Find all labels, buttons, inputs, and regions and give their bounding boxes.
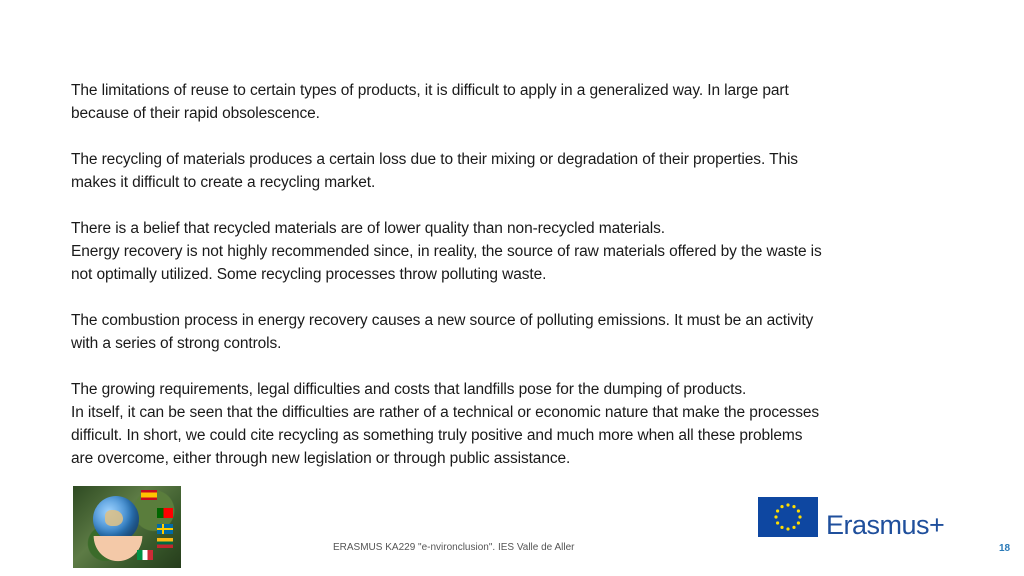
- paragraph-line: not optimally utilized. Some recycling processes throw polluting waste.: [71, 266, 547, 283]
- lithuania-flag-icon: [157, 538, 173, 548]
- eu-flag-icon: [758, 497, 818, 537]
- paragraph-line: are overcome, either through new legislation or through public assistance.: [71, 450, 571, 467]
- paragraph-line: The combustion process in energy recovery causes a new source of polluting emissions. It must be an activity: [71, 312, 814, 329]
- footer-text: ERASMUS KA229 "e-nvironclusion". IES Valle de Aller: [333, 542, 575, 553]
- paragraph-line: The growing requirements, legal difficulties and costs that landfills pose for the dumping of products.: [71, 381, 747, 398]
- paragraph-line: with a series of strong controls.: [71, 335, 282, 352]
- italy-flag-icon: [137, 550, 153, 560]
- slide-content: [71, 79, 961, 493]
- paragraph-3: [71, 217, 961, 286]
- project-logo-image: [73, 486, 181, 568]
- sweden-flag-icon: [157, 524, 173, 534]
- paragraph-line: In itself, it can be seen that the difficulties are rather of a technical or economic nature that make the processes: [71, 404, 820, 421]
- erasmus-logo-text: Erasmus+: [826, 510, 945, 540]
- page-number: 18: [999, 543, 1011, 554]
- eu-stars-icon: [758, 497, 818, 537]
- paragraph-line: The limitations of reuse to certain types of products, it is difficult to apply in a generalized way. In large part: [71, 82, 789, 99]
- spain-flag-icon: [141, 490, 157, 500]
- paragraph-line: makes it difficult to create a recycling market.: [71, 174, 376, 191]
- paragraph-line: The recycling of materials produces a certain loss due to their mixing or degradation of their properties. This: [71, 151, 798, 168]
- paragraph-line: Energy recovery is not highly recommended since, in reality, the source of raw materials offered by the waste is: [71, 243, 822, 260]
- portugal-flag-icon: [157, 508, 173, 518]
- paragraph-5: [71, 378, 961, 470]
- paragraph-line: There is a belief that recycled materials are of lower quality than non-recycled materials.: [71, 220, 665, 237]
- paragraph-2: [71, 148, 961, 194]
- paragraph-1: [71, 79, 961, 125]
- paragraph-line: because of their rapid obsolescence.: [71, 105, 320, 122]
- paragraph-line: difficult. In short, we could cite recycling as something truly positive and much more when all these problems: [71, 427, 803, 444]
- paragraph-4: [71, 309, 961, 355]
